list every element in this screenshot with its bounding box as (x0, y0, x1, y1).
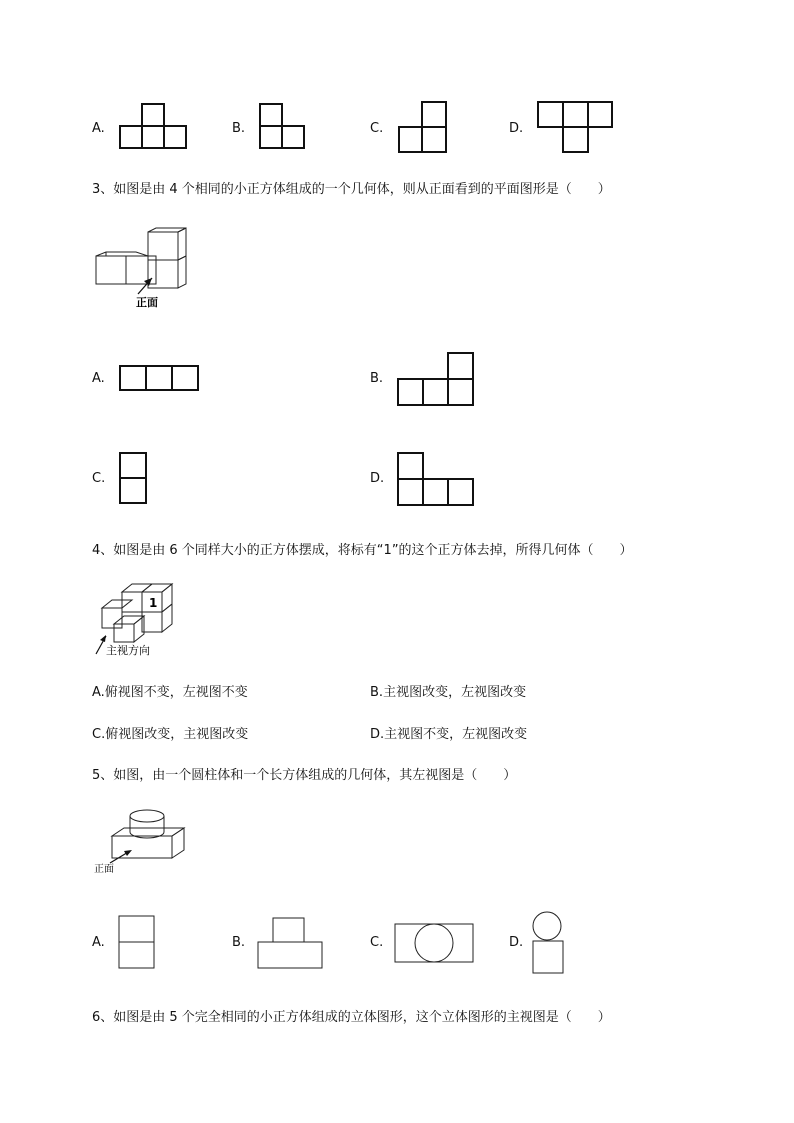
q2-option-b-figure[interactable] (258, 102, 310, 150)
q3-option-a-label[interactable]: A. (92, 371, 105, 386)
q4-question: 4、如图是由 6 个同样大小的正方体摆成，将标有“1”的这个正方体去掉，所得几何体（ ） (92, 543, 633, 558)
q5-option-b-figure[interactable] (257, 917, 325, 971)
q4-option-a[interactable] (92, 681, 248, 700)
q5-option-b-label[interactable]: B. (232, 935, 246, 950)
q4-option-d-text: 主视图不变，左视图改变 (384, 727, 528, 742)
q5-solid-figure (92, 806, 192, 878)
q4-option-a-text: 俯视图不变，左视图不变 (104, 685, 248, 700)
q4-cube-1-mark: 1 (149, 596, 158, 610)
q4-option-b-text: 主视图改变，左视图改变 (383, 685, 527, 700)
q4-option-b[interactable] (370, 681, 526, 700)
q3-option-c-label[interactable]: C. (92, 471, 106, 486)
q3-option-c-figure[interactable] (118, 451, 148, 505)
q5-option-a-figure[interactable] (118, 915, 156, 971)
q3-question: 3、如图是由 4 个相同的小正方体组成的一个几何体，则从正面看到的平面图形是（ ） (92, 182, 611, 197)
q3-solid-figure (92, 228, 192, 312)
q4-solid-figure (92, 580, 192, 660)
q5-question: 5、如图，由一个圆柱体和一个长方体组成的几何体，其左视图是（ ） (92, 768, 517, 783)
q5-option-d-figure[interactable] (530, 911, 566, 975)
q5-option-a-label[interactable]: A. (92, 935, 105, 950)
q3-option-a-figure[interactable] (118, 364, 200, 392)
q5-option-c-label[interactable]: C. (370, 935, 384, 950)
q4-option-d-label: D. (370, 727, 385, 742)
q4-direction-label: 主视方向 (106, 644, 150, 657)
q5-front-label: 正面 (94, 864, 114, 875)
q4-option-c[interactable] (92, 723, 248, 742)
q2-option-d-figure[interactable] (536, 100, 614, 154)
q4-option-a-label: A. (92, 685, 105, 700)
q2-option-a-figure[interactable] (118, 102, 190, 150)
q6-question: 6、如图是由 5 个完全相同的小正方体组成的立体图形，这个立体图形的主视图是（ ） (92, 1010, 611, 1025)
q5-option-c-figure[interactable] (394, 923, 476, 965)
q4-option-b-label: B. (370, 685, 384, 700)
q4-option-c-text: 俯视图改变，主视图改变 (105, 727, 249, 742)
q3-front-label: 正面 (136, 296, 158, 309)
q2-option-c-figure[interactable] (397, 100, 449, 154)
q2-option-c-label[interactable]: C. (370, 121, 384, 136)
q4-option-c-label: C. (92, 727, 106, 742)
q2-option-b-label[interactable]: B. (232, 121, 246, 136)
q3-option-b-label[interactable]: B. (370, 371, 384, 386)
q3-option-b-figure[interactable] (396, 351, 476, 407)
q3-option-d-label[interactable]: D. (370, 471, 385, 486)
q5-option-d-label[interactable]: D. (509, 935, 524, 950)
q2-option-d-label[interactable]: D. (509, 121, 524, 136)
q2-option-a-label[interactable]: A. (92, 121, 105, 136)
q3-option-d-figure[interactable] (396, 451, 476, 507)
q4-option-d[interactable] (370, 723, 527, 742)
